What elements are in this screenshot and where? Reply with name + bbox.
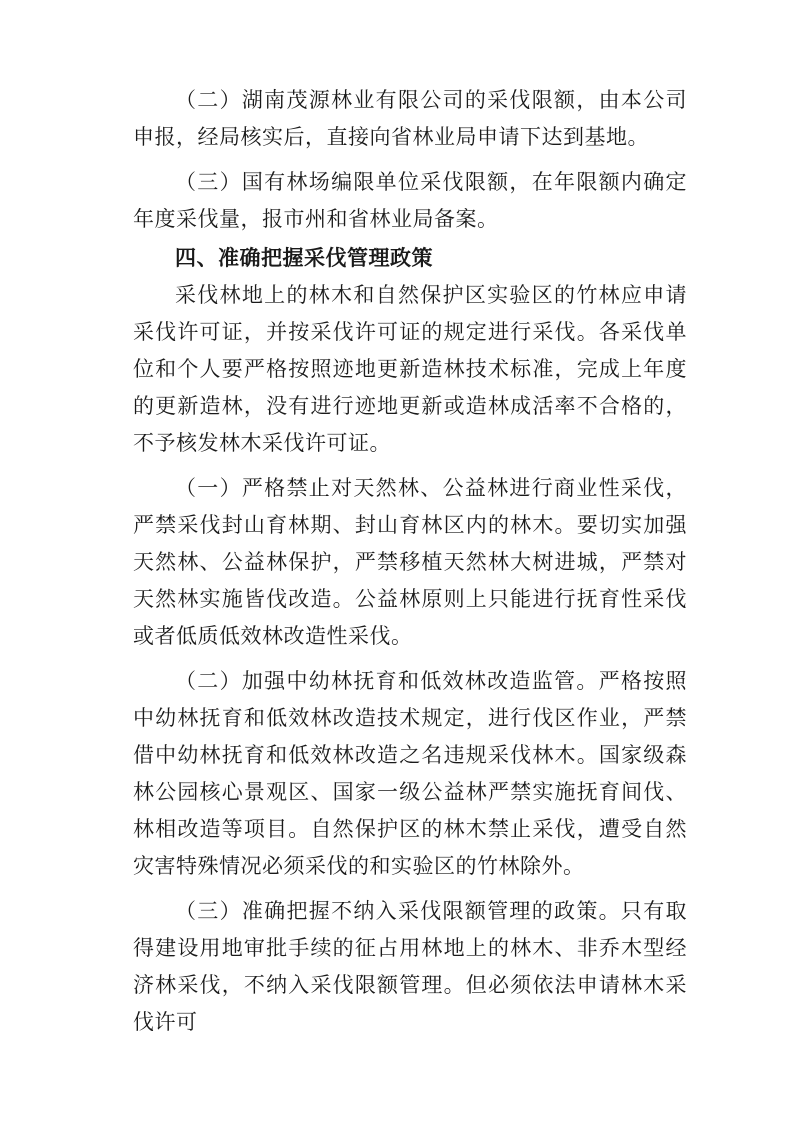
paragraph-quota-exemption: （三）准确把握不纳入采伐限额管理的政策。只有取得建设用地审批手续的征占用林地上的林木、非乔木型经济林采伐，不纳入采伐限额管理。但必须依法申请林木采伐许可 [133, 899, 687, 1034]
section-heading-4: 四、准确把握采伐管理政策 [175, 246, 433, 270]
paragraph-tending-supervision: （二）加强中幼林抚育和低效林改造监管。严格按照中幼林抚育和低效林改造技术规定，进行伐区作业，严禁借中幼林抚育和低效林改造之名违规采伐林木。国家级森林公园核心景观区、国家一级公益林严禁实施抚育间伐、林相改造等项目。自然保护区的林木禁止采伐，遭受自然灾害特殊情况必须采伐的和实验区的竹林除外。 [133, 669, 687, 878]
document-body [133, 82, 687, 1041]
paragraph-quota-state-forest: （三）国有林场编限单位采伐限额，在年限额内确定年度采伐量，报市州和省林业局备案。 [133, 170, 687, 231]
paragraph-ban-commercial-felling: （一）严格禁止对天然林、公益林进行商业性采伐，严禁采伐封山育林期、封山育林区内的林木。要切实加强天然林、公益林保护，严禁移植天然林大树进城，严禁对天然林实施皆伐改造。公益林原则上只能进行抚育性采伐或者低质低效林改造性采伐。 [133, 476, 687, 648]
paragraph-quota-maoyuan: （二）湖南茂源林业有限公司的采伐限额，由本公司申报，经局核实后，直接向省林业局申请下达到基地。 [133, 88, 687, 149]
paragraph-felling-permit: 采伐林地上的林木和自然保护区实验区的竹林应申请采伐许可证，并按采伐许可证的规定进行采伐。各采伐单位和个人要严格按照迹地更新造林技术标准，完成上年度的更新造林，没有进行迹地更新或造林成活率不合格的，不予核发林木采伐许可证。 [133, 283, 687, 455]
